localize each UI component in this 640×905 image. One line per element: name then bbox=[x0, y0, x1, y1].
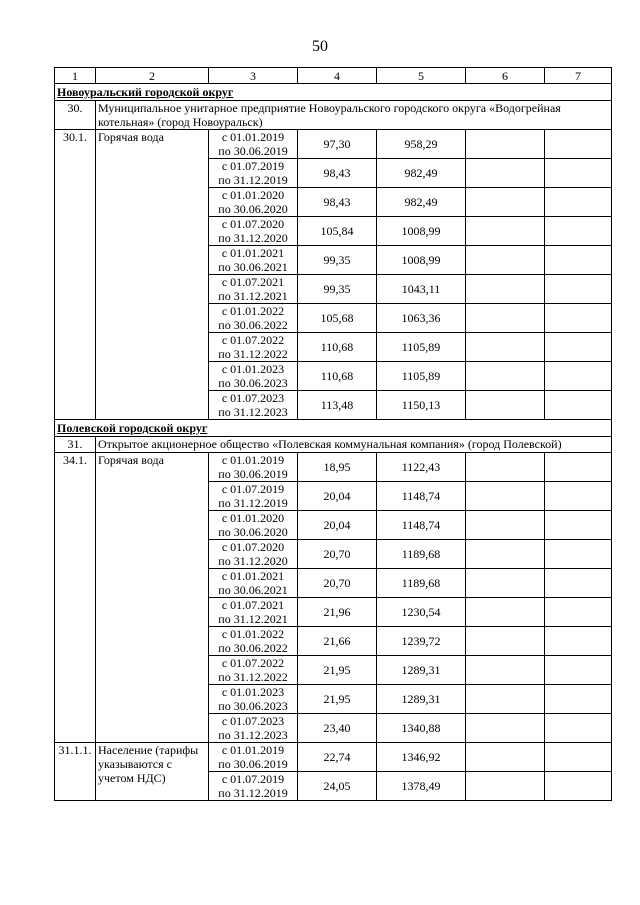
period-from: с 01.01.2023 bbox=[221, 685, 285, 699]
value-column-5: 958,29 bbox=[377, 130, 466, 159]
empty-column-6 bbox=[466, 569, 545, 598]
period-from: с 01.01.2020 bbox=[221, 188, 285, 202]
empty-column-6 bbox=[466, 391, 545, 420]
period-from: с 01.01.2022 bbox=[221, 304, 285, 318]
value-column-5: 1105,89 bbox=[377, 362, 466, 391]
item-number: 31.1.1. bbox=[55, 743, 96, 801]
empty-column-7 bbox=[545, 685, 612, 714]
empty-column-7 bbox=[545, 714, 612, 743]
value-column-5: 1189,68 bbox=[377, 540, 466, 569]
empty-column-6 bbox=[466, 246, 545, 275]
period-cell bbox=[209, 217, 298, 246]
empty-column-6 bbox=[466, 362, 545, 391]
empty-column-6 bbox=[466, 130, 545, 159]
organization-number: 31. bbox=[55, 437, 96, 453]
period-from: с 01.07.2020 bbox=[221, 217, 285, 231]
value-column-5: 1043,11 bbox=[377, 275, 466, 304]
organization-name: Открытое акционерное общество «Полевская коммунальная компания» (город Полевской) bbox=[96, 437, 612, 453]
period-to: по 31.12.2019 bbox=[218, 786, 288, 800]
column-number-row bbox=[55, 68, 612, 84]
item-number: 34.1. bbox=[55, 453, 96, 743]
section-title-row bbox=[55, 84, 612, 101]
period-from: с 01.01.2021 bbox=[221, 569, 285, 583]
column-number: 1 bbox=[55, 68, 96, 84]
value-column-4: 99,35 bbox=[298, 275, 377, 304]
empty-column-7 bbox=[545, 540, 612, 569]
empty-column-6 bbox=[466, 627, 545, 656]
period-from: с 01.07.2022 bbox=[221, 333, 285, 347]
period-from: с 01.07.2020 bbox=[221, 540, 285, 554]
empty-column-6 bbox=[466, 656, 545, 685]
value-column-4: 98,43 bbox=[298, 159, 377, 188]
period-to: по 31.12.2020 bbox=[218, 231, 288, 245]
period-to: по 30.06.2020 bbox=[218, 202, 288, 216]
value-column-5: 1148,74 bbox=[377, 482, 466, 511]
period-cell bbox=[209, 598, 298, 627]
period-from: с 01.01.2021 bbox=[221, 246, 285, 260]
period-from: с 01.07.2023 bbox=[221, 391, 285, 405]
organization-number: 30. bbox=[55, 101, 96, 130]
period-cell bbox=[209, 511, 298, 540]
value-column-5: 1063,36 bbox=[377, 304, 466, 333]
value-column-5: 1008,99 bbox=[377, 246, 466, 275]
period-cell bbox=[209, 772, 298, 801]
period-to: по 30.06.2023 bbox=[218, 699, 288, 713]
empty-column-7 bbox=[545, 569, 612, 598]
period-to: по 31.12.2021 bbox=[218, 289, 288, 303]
empty-column-6 bbox=[466, 598, 545, 627]
value-column-4: 21,95 bbox=[298, 685, 377, 714]
table-row bbox=[55, 453, 612, 482]
organization-name: Муниципальное унитарное предприятие Новоуральского городского округа «Водогрейная котельная» (город Новоуральск) bbox=[96, 101, 612, 130]
empty-column-7 bbox=[545, 130, 612, 159]
item-number: 30.1. bbox=[55, 130, 96, 420]
value-column-5: 1230,54 bbox=[377, 598, 466, 627]
period-from: с 01.07.2022 bbox=[221, 656, 285, 670]
value-column-5: 1378,49 bbox=[377, 772, 466, 801]
period-from: с 01.01.2020 bbox=[221, 511, 285, 525]
empty-column-6 bbox=[466, 772, 545, 801]
tariff-table-body bbox=[55, 68, 612, 801]
column-number: 2 bbox=[96, 68, 209, 84]
empty-column-7 bbox=[545, 627, 612, 656]
period-from: с 01.01.2023 bbox=[221, 362, 285, 376]
empty-column-6 bbox=[466, 275, 545, 304]
period-to: по 30.06.2023 bbox=[218, 376, 288, 390]
empty-column-7 bbox=[545, 656, 612, 685]
value-column-4: 98,43 bbox=[298, 188, 377, 217]
empty-column-6 bbox=[466, 685, 545, 714]
value-column-4: 18,95 bbox=[298, 453, 377, 482]
period-to: по 30.06.2021 bbox=[218, 260, 288, 274]
empty-column-6 bbox=[466, 304, 545, 333]
empty-column-6 bbox=[466, 453, 545, 482]
empty-column-7 bbox=[545, 391, 612, 420]
value-column-4: 105,84 bbox=[298, 217, 377, 246]
value-column-5: 1008,99 bbox=[377, 217, 466, 246]
empty-column-6 bbox=[466, 540, 545, 569]
period-cell bbox=[209, 656, 298, 685]
period-to: по 31.12.2021 bbox=[218, 612, 288, 626]
table-row bbox=[55, 743, 612, 772]
period-to: по 31.12.2019 bbox=[218, 173, 288, 187]
period-to: по 30.06.2019 bbox=[218, 144, 288, 158]
value-column-4: 22,74 bbox=[298, 743, 377, 772]
value-column-4: 20,04 bbox=[298, 482, 377, 511]
period-from: с 01.07.2019 bbox=[221, 772, 285, 786]
period-cell bbox=[209, 159, 298, 188]
tariff-table bbox=[54, 67, 612, 801]
period-cell bbox=[209, 453, 298, 482]
column-number: 5 bbox=[377, 68, 466, 84]
period-from: с 01.01.2022 bbox=[221, 627, 285, 641]
period-cell bbox=[209, 540, 298, 569]
period-to: по 30.06.2019 bbox=[218, 757, 288, 771]
empty-column-6 bbox=[466, 743, 545, 772]
period-to: по 31.12.2020 bbox=[218, 554, 288, 568]
empty-column-7 bbox=[545, 772, 612, 801]
period-to: по 30.06.2022 bbox=[218, 641, 288, 655]
column-number: 7 bbox=[545, 68, 612, 84]
empty-column-7 bbox=[545, 362, 612, 391]
period-cell bbox=[209, 333, 298, 362]
column-number: 4 bbox=[298, 68, 377, 84]
period-cell bbox=[209, 246, 298, 275]
period-cell bbox=[209, 304, 298, 333]
empty-column-7 bbox=[545, 304, 612, 333]
empty-column-7 bbox=[545, 598, 612, 627]
service-name: Горячая вода bbox=[96, 130, 209, 420]
value-column-5: 1340,88 bbox=[377, 714, 466, 743]
period-cell bbox=[209, 482, 298, 511]
period-cell bbox=[209, 391, 298, 420]
period-cell bbox=[209, 714, 298, 743]
empty-column-6 bbox=[466, 482, 545, 511]
value-column-5: 982,49 bbox=[377, 188, 466, 217]
period-cell bbox=[209, 188, 298, 217]
value-column-5: 1105,89 bbox=[377, 333, 466, 362]
value-column-4: 20,70 bbox=[298, 540, 377, 569]
value-column-4: 20,70 bbox=[298, 569, 377, 598]
value-column-5: 1289,31 bbox=[377, 685, 466, 714]
empty-column-7 bbox=[545, 159, 612, 188]
organization-row bbox=[55, 437, 612, 453]
period-to: по 30.06.2021 bbox=[218, 583, 288, 597]
value-column-5: 1239,72 bbox=[377, 627, 466, 656]
value-column-4: 24,05 bbox=[298, 772, 377, 801]
period-to: по 31.12.2023 bbox=[218, 405, 288, 419]
value-column-4: 99,35 bbox=[298, 246, 377, 275]
period-cell bbox=[209, 743, 298, 772]
service-name: Горячая вода bbox=[96, 453, 209, 743]
organization-row bbox=[55, 101, 612, 130]
value-column-4: 110,68 bbox=[298, 333, 377, 362]
period-to: по 30.06.2020 bbox=[218, 525, 288, 539]
empty-column-6 bbox=[466, 188, 545, 217]
period-to: по 31.12.2022 bbox=[218, 670, 288, 684]
empty-column-7 bbox=[545, 743, 612, 772]
period-to: по 31.12.2023 bbox=[218, 728, 288, 742]
value-column-4: 97,30 bbox=[298, 130, 377, 159]
period-cell bbox=[209, 627, 298, 656]
empty-column-7 bbox=[545, 482, 612, 511]
section-title: Новоуральский городской округ bbox=[55, 84, 612, 101]
empty-column-7 bbox=[545, 511, 612, 540]
value-column-4: 105,68 bbox=[298, 304, 377, 333]
period-from: с 01.01.2019 bbox=[221, 453, 285, 467]
empty-column-7 bbox=[545, 188, 612, 217]
value-column-4: 23,40 bbox=[298, 714, 377, 743]
period-from: с 01.01.2019 bbox=[221, 743, 285, 757]
period-cell bbox=[209, 275, 298, 304]
table-row bbox=[55, 130, 612, 159]
value-column-4: 21,96 bbox=[298, 598, 377, 627]
value-column-5: 982,49 bbox=[377, 159, 466, 188]
period-cell bbox=[209, 685, 298, 714]
period-to: по 31.12.2019 bbox=[218, 496, 288, 510]
period-from: с 01.07.2019 bbox=[221, 159, 285, 173]
period-from: с 01.01.2019 bbox=[221, 130, 285, 144]
value-column-4: 21,66 bbox=[298, 627, 377, 656]
value-column-4: 110,68 bbox=[298, 362, 377, 391]
column-number: 3 bbox=[209, 68, 298, 84]
value-column-5: 1148,74 bbox=[377, 511, 466, 540]
value-column-5: 1289,31 bbox=[377, 656, 466, 685]
value-column-5: 1122,43 bbox=[377, 453, 466, 482]
empty-column-7 bbox=[545, 246, 612, 275]
value-column-4: 113,48 bbox=[298, 391, 377, 420]
empty-column-7 bbox=[545, 453, 612, 482]
period-from: с 01.07.2023 bbox=[221, 714, 285, 728]
period-cell bbox=[209, 569, 298, 598]
page-number: 50 bbox=[312, 38, 328, 55]
section-title-row bbox=[55, 420, 612, 437]
period-to: по 30.06.2022 bbox=[218, 318, 288, 332]
period-from: с 01.07.2019 bbox=[221, 482, 285, 496]
empty-column-6 bbox=[466, 333, 545, 362]
empty-column-7 bbox=[545, 333, 612, 362]
value-column-5: 1150,13 bbox=[377, 391, 466, 420]
value-column-4: 20,04 bbox=[298, 511, 377, 540]
period-to: по 30.06.2019 bbox=[218, 467, 288, 481]
period-cell bbox=[209, 362, 298, 391]
value-column-5: 1189,68 bbox=[377, 569, 466, 598]
column-number: 6 bbox=[466, 68, 545, 84]
value-column-5: 1346,92 bbox=[377, 743, 466, 772]
period-from: с 01.07.2021 bbox=[221, 275, 285, 289]
empty-column-6 bbox=[466, 714, 545, 743]
empty-column-6 bbox=[466, 159, 545, 188]
value-column-4: 21,95 bbox=[298, 656, 377, 685]
period-from: с 01.07.2021 bbox=[221, 598, 285, 612]
period-to: по 31.12.2022 bbox=[218, 347, 288, 361]
service-name: Население (тарифы указываются с учетом НДС) bbox=[96, 743, 209, 801]
empty-column-7 bbox=[545, 275, 612, 304]
empty-column-7 bbox=[545, 217, 612, 246]
empty-column-6 bbox=[466, 511, 545, 540]
section-title: Полевской городской округ bbox=[55, 420, 612, 437]
period-cell bbox=[209, 130, 298, 159]
empty-column-6 bbox=[466, 217, 545, 246]
